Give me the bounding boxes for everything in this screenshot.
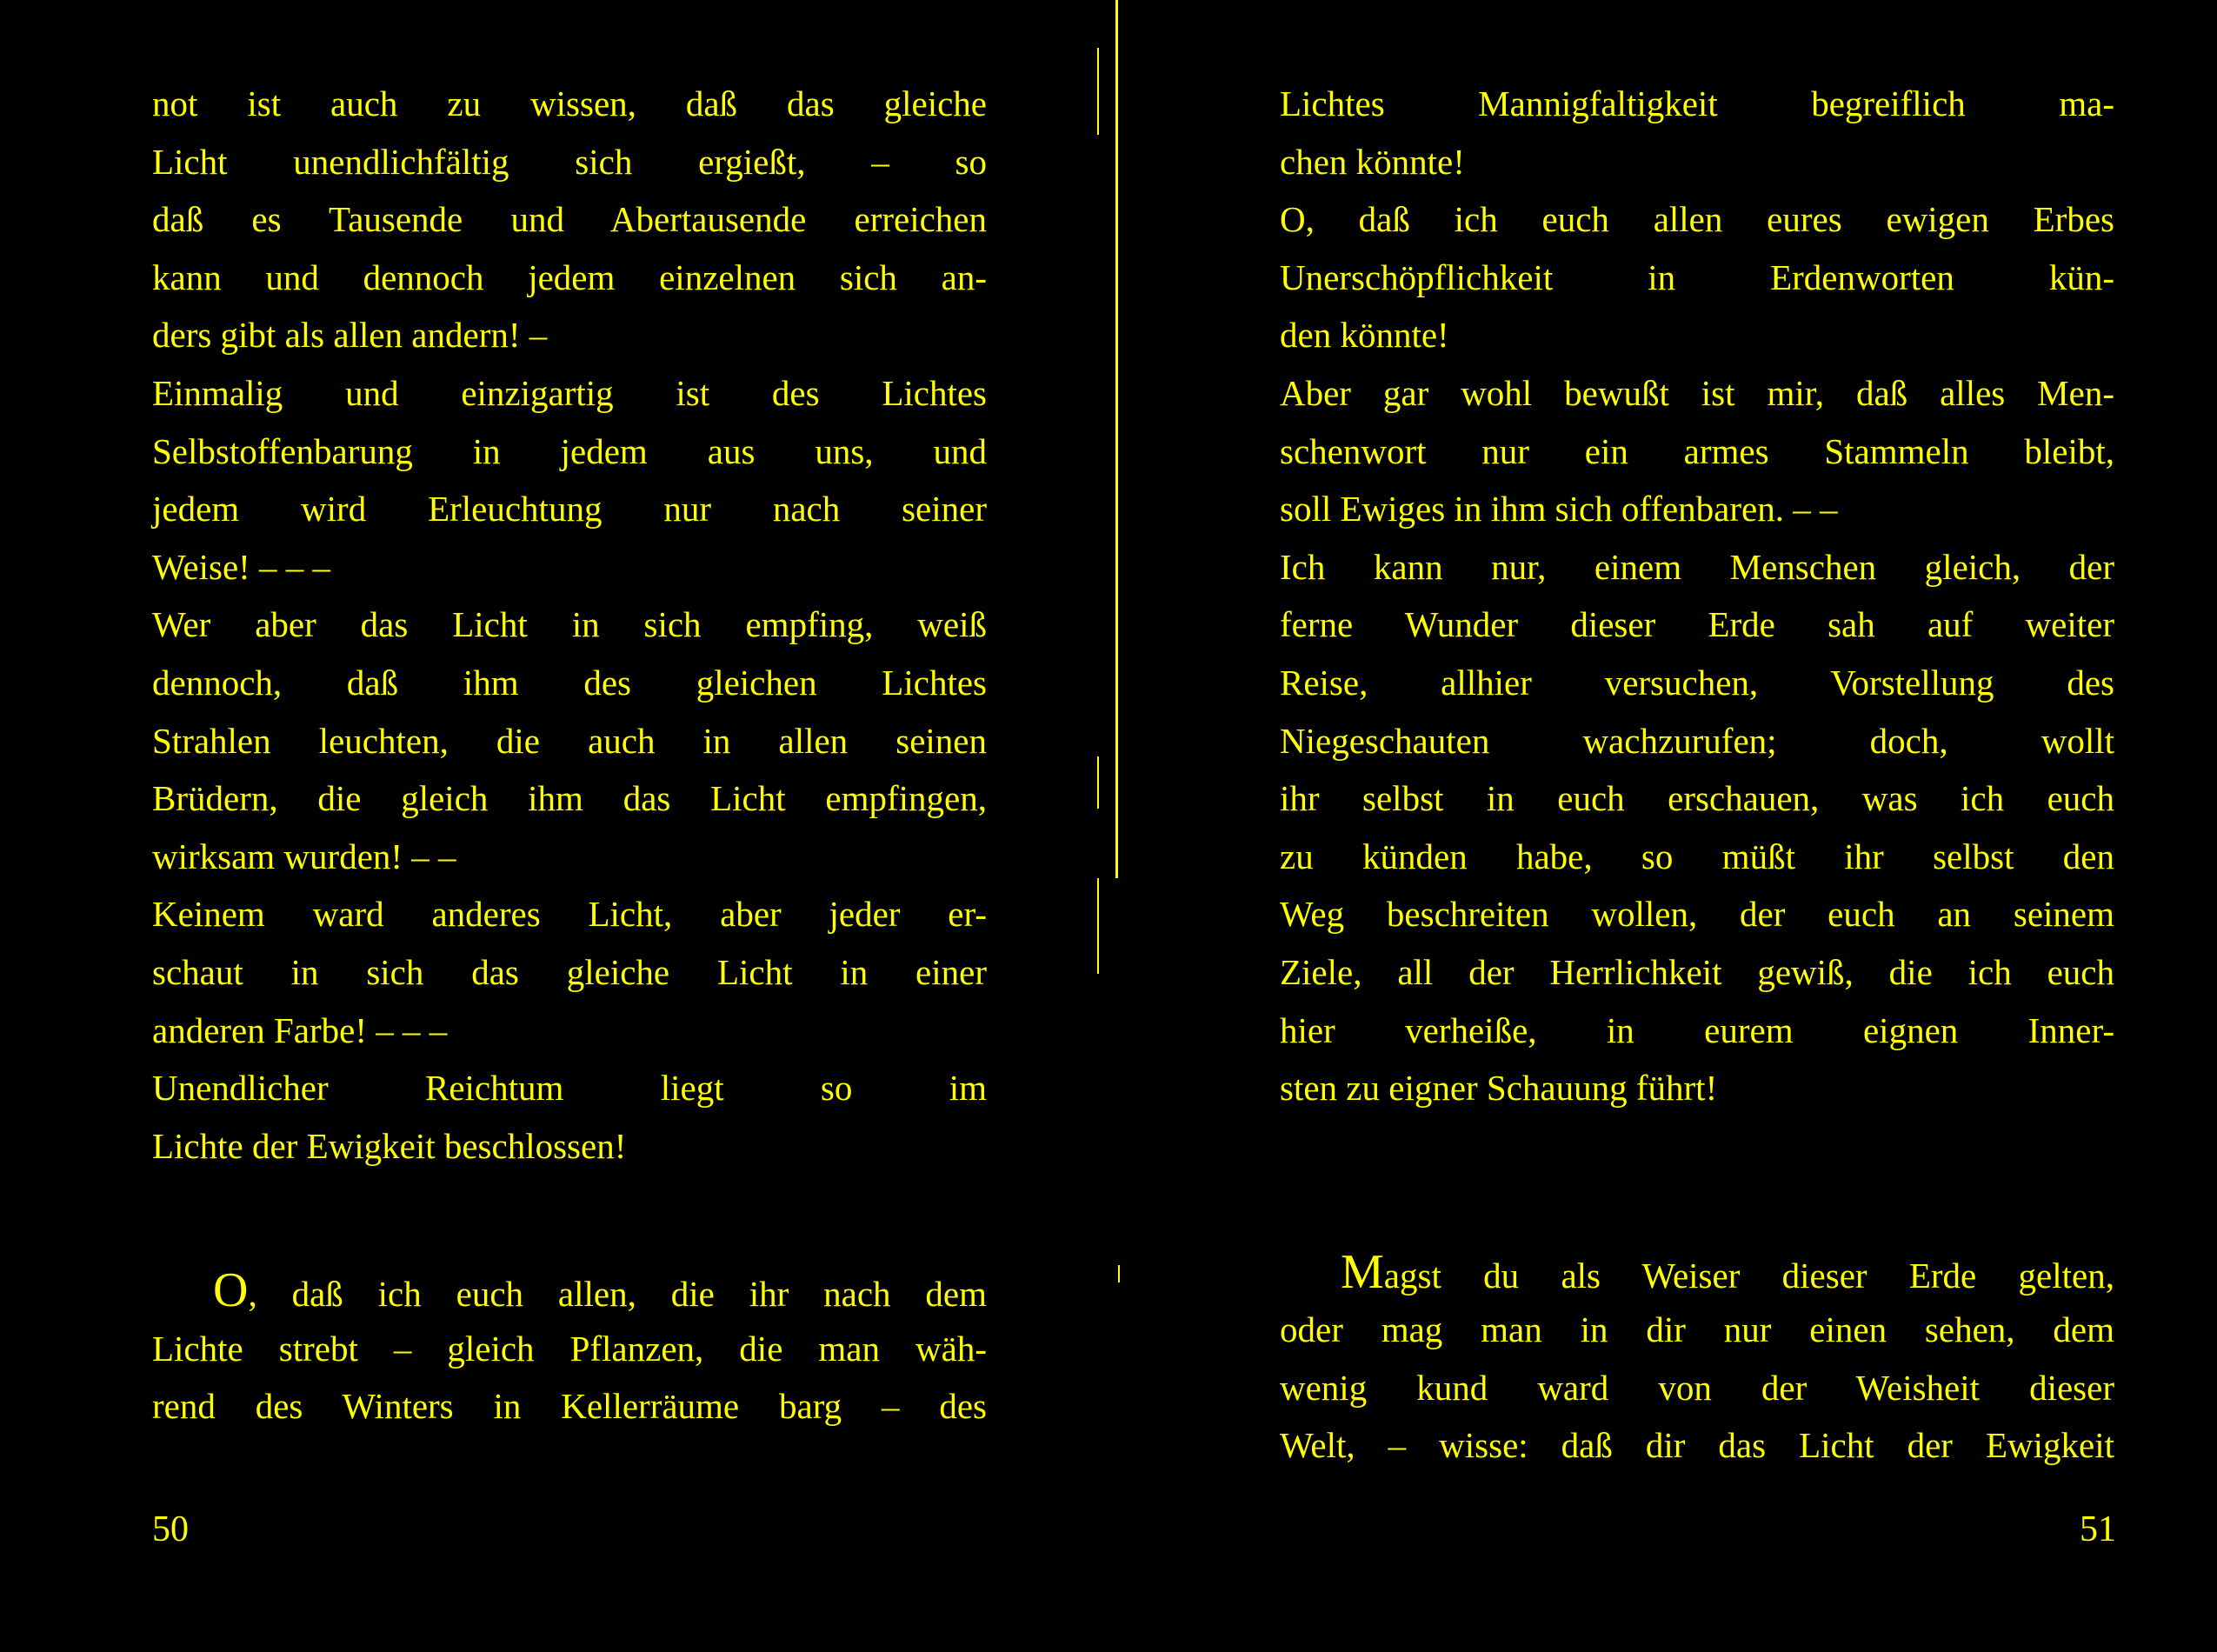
text-line: dennoch, daß ihm des gleichen Lichtes [152,662,987,703]
text-line: Ziele, all der Herrlichkeit gewiß, die ich euch [1280,951,2114,992]
book-gutter [1115,0,1118,878]
text-line: O, daß ich euch allen eures ewigen Erbes [1280,199,2114,240]
right-page-text [1280,75,2114,1475]
text-line: zu künden habe, so müßt ihr selbst den [1280,836,2114,876]
gutter-mark [1118,1265,1120,1282]
text-line: Unendlicher Reichtum liegt so im [152,1068,987,1109]
text-line: schenwort nur ein armes Stammeln bleibt, [1280,430,2114,471]
text-line: Lichte strebt – gleich Pflanzen, die man wäh- [152,1328,987,1369]
drop-cap: M [1341,1244,1384,1299]
gutter-mark [1097,48,1099,135]
text-line: daß es Tausende und Abertausende erreichen [152,199,987,240]
page-number: 50 [152,1509,189,1549]
text-line: hier verheiße, in eurem eignen Inner- [1280,1009,2114,1050]
text-line: Brüdern, die gleich ihm das Licht empfingen, [152,778,987,819]
text-fragment: , daß ich euch allen, die ihr nach dem [248,1274,987,1315]
text-line: not ist auch zu wissen, daß das gleiche [152,83,987,123]
text-line: Niegeschauten wachzurufen; doch, wollt [1280,720,2114,761]
text-line: kann und dennoch jedem einzelnen sich an- [152,256,987,297]
text-line: Weg beschreiten wollen, der euch an seinem [1280,894,2114,935]
text-line: Wer aber das Licht in sich empfing, weiß [152,604,987,645]
gutter-mark [1097,878,1099,974]
text-line: Weise! – – – [152,546,331,587]
text-line: Welt, – wisse: daß dir das Licht der Ewigkeit [1280,1425,2114,1466]
text-line: Lichtes Mannigfaltigkeit begreiflich ma- [1280,83,2114,123]
text-line: Reise, allhier versuchen, Vorstellung des [1280,662,2114,703]
left-page-text [152,75,987,1436]
text-line: Selbstoffenbarung in jedem aus uns, und [152,430,987,471]
gutter-mark [1097,756,1099,809]
text-line: ders gibt als allen andern! – [152,315,548,356]
text-line: ihr selbst in euch erschauen, was ich euch [1280,778,2114,819]
text-line: Strahlen leuchten, die auch in allen seinen [152,720,987,761]
text-line: oder mag man in dir nur einen sehen, dem [1280,1309,2114,1350]
text-line: anderen Farbe! – – – [152,1009,448,1050]
paragraph-opening-line [1280,1243,2114,1302]
text-line: sten zu eigner Schauung führt! [1280,1068,1718,1109]
text-line: rend des Winters in Kellerräume barg – des [152,1386,987,1427]
page-number: 51 [2080,1509,2116,1549]
paragraph-opening-line [152,1262,987,1320]
text-line: Unerschöpflichkeit in Erdenworten kün- [1280,256,2114,297]
drop-cap: O [213,1263,249,1318]
text-line: wirksam wurden! – – [152,836,456,876]
text-line: jedem wird Erleuchtung nur nach seiner [152,489,987,530]
text-line: Lichte der Ewigkeit beschlossen! [152,1125,627,1166]
text-line: den könnte! [1280,315,1449,356]
text-line: schaut in sich das gleiche Licht in einer [152,951,987,992]
text-line: ferne Wunder dieser Erde sah auf weiter [1280,604,2114,645]
text-line: chen könnte! [1280,141,1465,182]
text-line: Einmalig und einzigartig ist des Lichtes [152,372,987,413]
text-line: Aber gar wohl bewußt ist mir, daß alles Men- [1280,372,2114,413]
text-fragment: agst du als Weiser dieser Erde gelten, [1383,1255,2114,1296]
text-line: wenig kund ward von der Weisheit dieser [1280,1367,2114,1408]
text-line: Licht unendlichfältig sich ergießt, – so [152,141,987,182]
text-line: soll Ewiges in ihm sich offenbaren. – – [1280,489,1838,530]
text-line: Ich kann nur, einem Menschen gleich, der [1280,546,2114,587]
text-line: Keinem ward anderes Licht, aber jeder er- [152,894,987,935]
